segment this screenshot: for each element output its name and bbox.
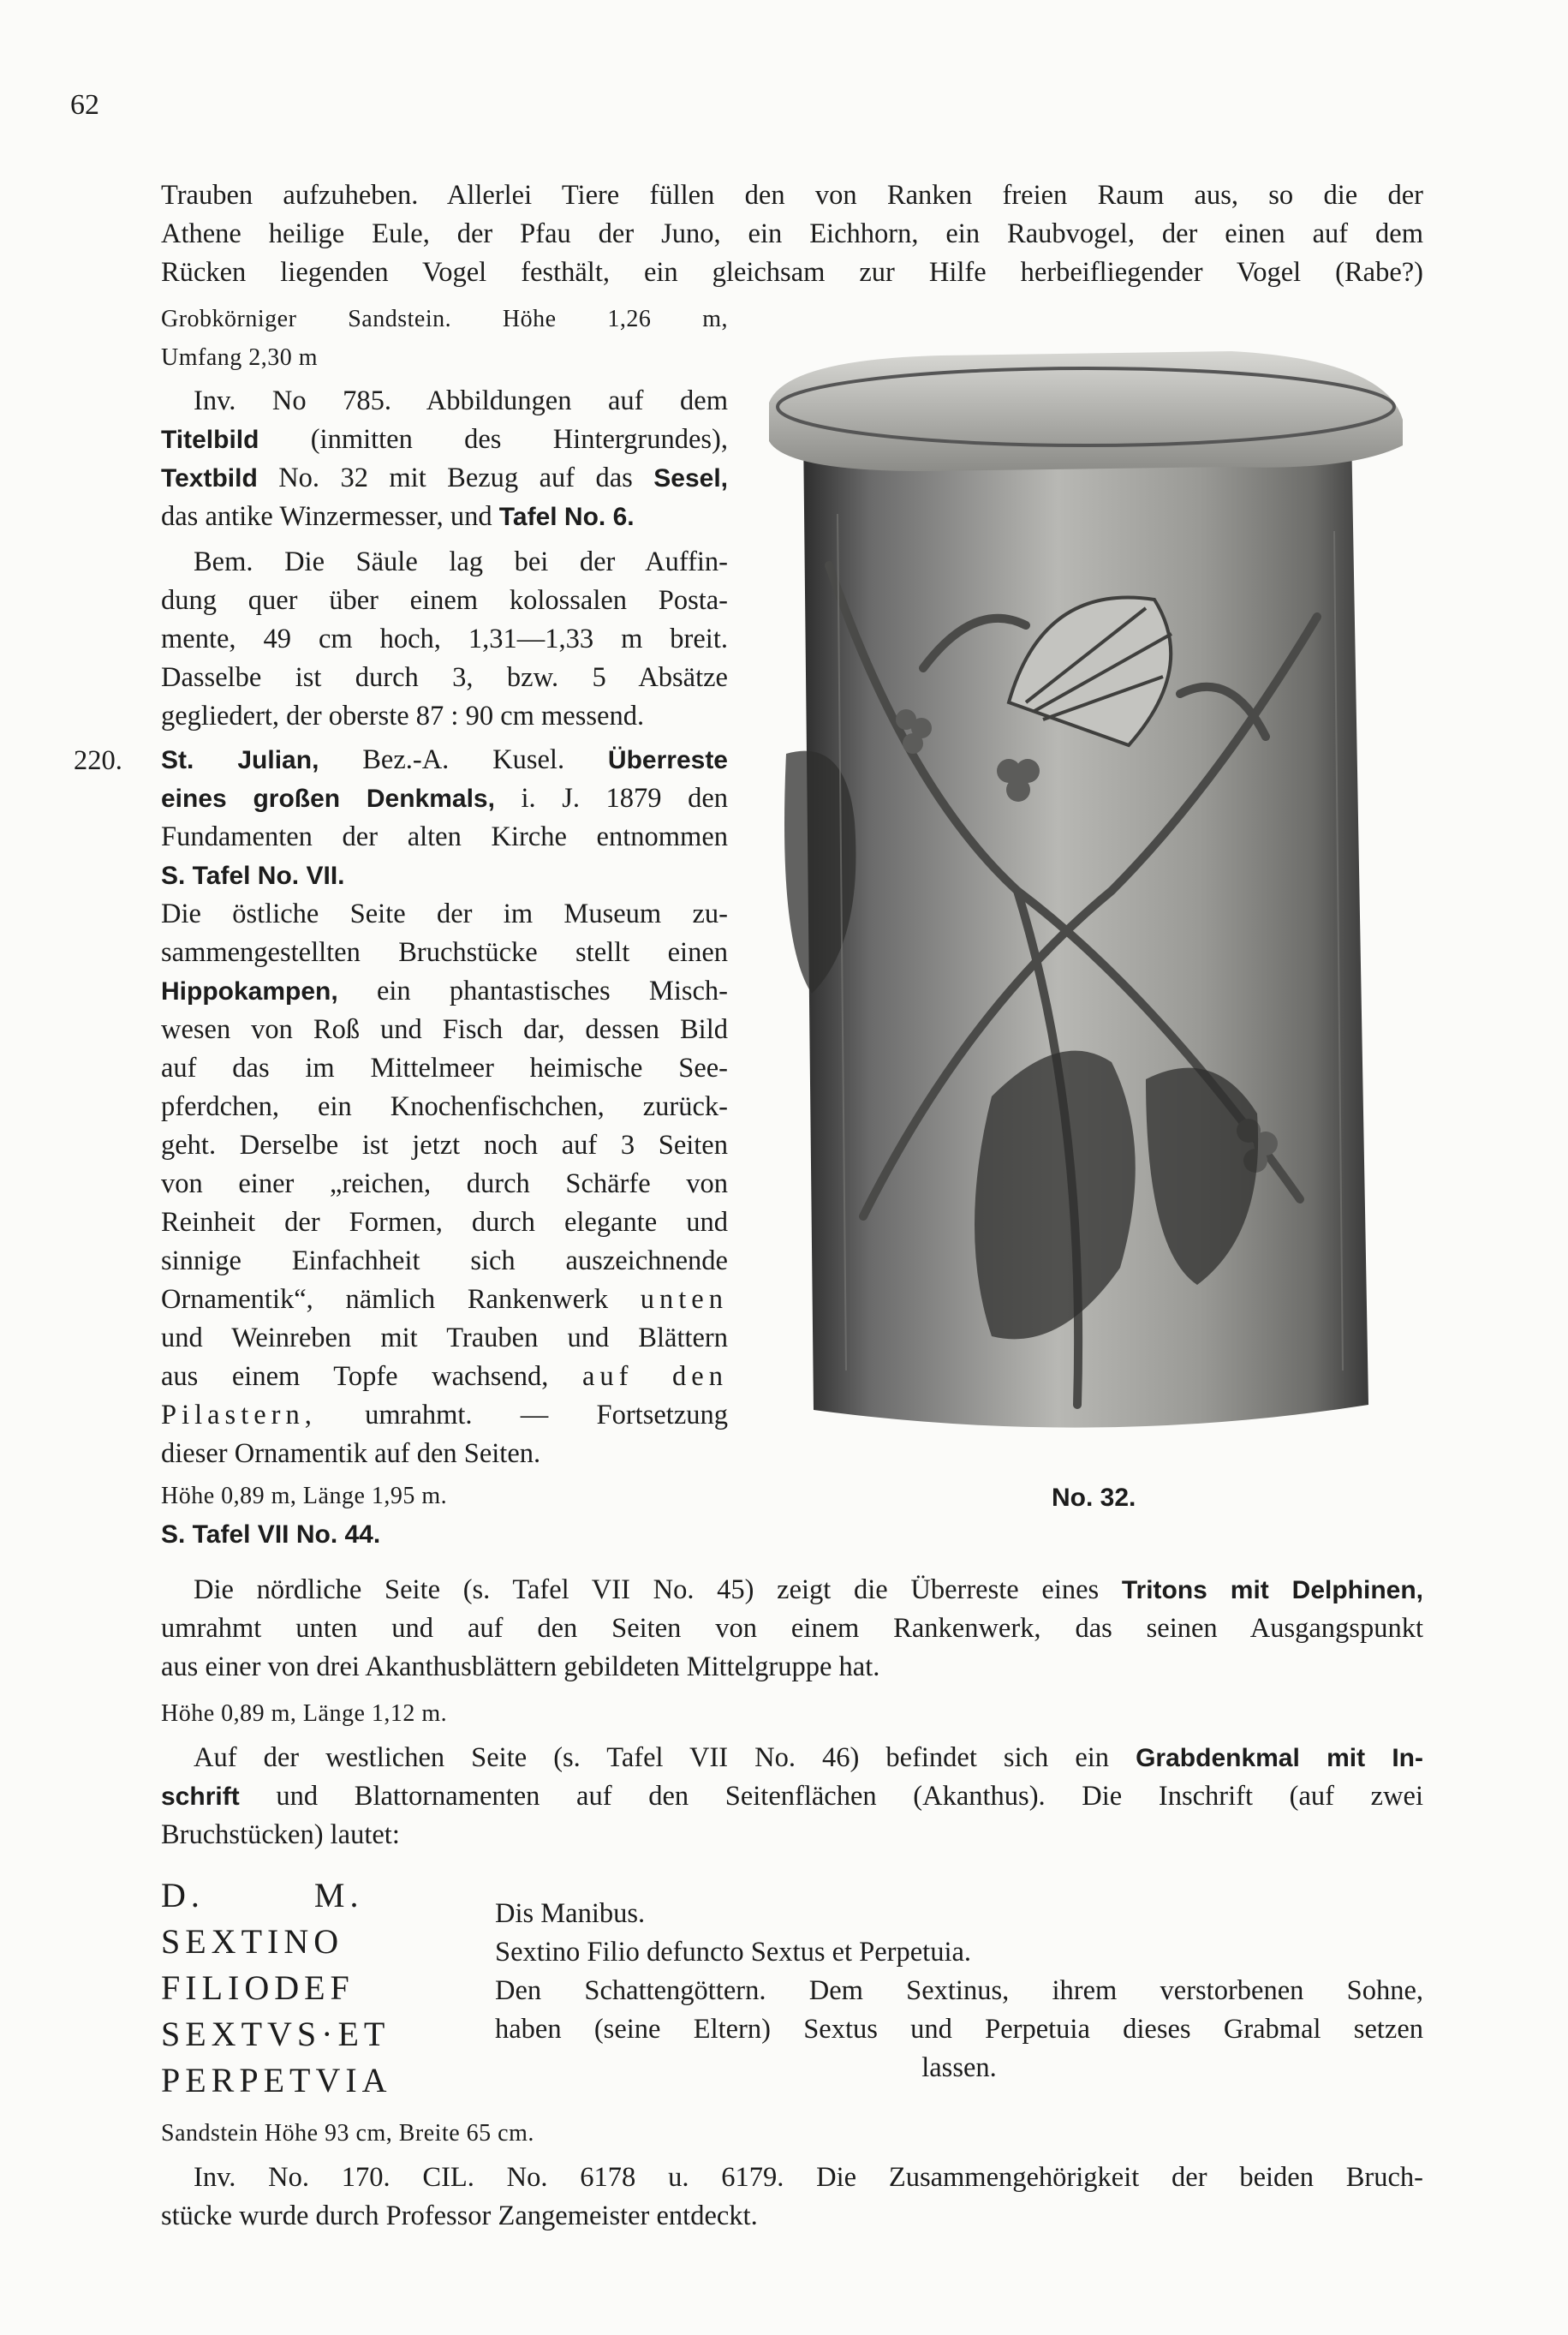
column-relief-image <box>752 343 1404 1453</box>
titelbild-label: Titelbild <box>161 426 259 454</box>
hippokampen-label: Hippokampen, <box>161 977 338 1006</box>
inv-text: No. 32 mit Bezug auf das <box>257 463 654 493</box>
translation-line: haben (seine Eltern) Sextus und Perpetuia dieses Grabmal setzen <box>495 2014 1423 2045</box>
entry-number: 220. <box>74 745 122 776</box>
tritons-label: Tritons mit Delphinen, <box>1121 1576 1424 1604</box>
intro-paragraph <box>161 176 1423 292</box>
left-column <box>161 300 728 1554</box>
translation-line: Sextino Filio defuncto Sextus et Perpetuia. <box>495 1937 972 1968</box>
tafel-label: Tafel No. 6. <box>498 503 635 531</box>
translation-line: Den Schattengöttern. Dem Sextinus, ihrem verstorbenen Sohne, <box>495 1975 1423 2006</box>
bem-line: gegliedert, der oberste 87 : 90 cm messend. <box>161 701 645 732</box>
inscription-line: SEXTVS·ET <box>161 2015 391 2053</box>
north-paragraph <box>161 1571 1423 1687</box>
east-text: Ornamentik“, nämlich Rankenwerk <box>161 1284 641 1315</box>
latin-inscription <box>161 1872 392 2104</box>
east-line: sinnige Einfachheit sich auszeichnende <box>161 1245 728 1276</box>
intro-line: Athene heilige Eule, der Pfau der Juno, ein Eichhorn, ein Raubvogel, der einen auf dem <box>161 218 1423 249</box>
inscription-line: SEXTINO <box>161 1922 344 1961</box>
bem-line: Dasselbe ist durch 3, bzw. 5 Absätze <box>161 662 728 693</box>
entry-line: Fundamenten der alten Kirche entnommen <box>161 821 728 852</box>
east-line: dieser Ornamentik auf den Seiten. <box>161 1438 541 1469</box>
bem-line: dung quer über einem kolossalen Posta- <box>161 585 728 616</box>
page-number: 62 <box>70 89 99 121</box>
final-line: stücke wurde durch Professor Zangemeister entdeckt. <box>161 2201 758 2231</box>
east-line: und Weinreben mit Trauben und Blättern <box>161 1323 728 1353</box>
east-line: von einer „reichen, durch Schärfe von <box>161 1168 728 1199</box>
inv-line <box>161 498 728 536</box>
east-line <box>161 972 728 1011</box>
tafel-ref: S. Tafel No. VII. <box>161 862 345 890</box>
intro-line: Rücken liegenden Vogel festhält, ein gleichsam zur Hilfe herbeifliegender Vogel (Rabe?) <box>161 257 1423 288</box>
dims-line: Höhe 0,89 m, Länge 1,95 m. <box>161 1483 448 1509</box>
entry-line <box>161 779 728 818</box>
east-spaced-text: auf den <box>582 1361 728 1392</box>
schrift-label: schrift <box>161 1783 240 1811</box>
material-line: Grobkörniger Sandstein. Höhe 1,26 m, <box>161 306 728 332</box>
entry-line <box>161 857 728 895</box>
grabdenkmal-label: Grabdenkmal mit In- <box>1136 1744 1423 1772</box>
entry-title: eines großen Denkmals, <box>161 785 495 813</box>
east-line <box>161 1358 728 1396</box>
inv-text: das antike Winzermesser, und <box>161 501 499 532</box>
textbild-label: Textbild <box>161 464 258 493</box>
east-spaced-text: unten <box>640 1284 728 1315</box>
west-line: Bruchstücken) lautet: <box>161 1819 400 1850</box>
inv-line <box>161 459 728 498</box>
east-line <box>161 1396 728 1435</box>
east-spaced-text: Pilastern, <box>161 1400 317 1430</box>
east-line: wesen von Roß und Fisch dar, dessen Bild <box>161 1014 728 1045</box>
north-line: umrahmt unten und auf den Seiten von einem Rankenwerk, das seinen Ausgangspunkt <box>161 1613 1423 1644</box>
entry-line <box>161 741 728 779</box>
dims-2: Höhe 0,89 m, Länge 1,12 m. <box>161 1700 448 1727</box>
north-line: aus einer von drei Akanthusblättern gebildeten Mittelgruppe hat. <box>161 1651 880 1682</box>
east-line: pferdchen, ein Knochenfischchen, zurück- <box>161 1091 728 1122</box>
bem-line: Bem. Die Säule lag bei der Auffin- <box>194 546 728 577</box>
material-line: Umfang 2,30 m <box>161 344 319 371</box>
east-text: umrahmt. — Fortsetzung <box>316 1400 728 1430</box>
final-paragraph <box>161 2159 1423 2236</box>
east-text: aus einem Topfe wachsend, <box>161 1361 582 1392</box>
east-line <box>161 1281 728 1319</box>
east-line: auf das im Mittelmeer heimische See- <box>161 1053 728 1084</box>
figure-caption: No. 32. <box>1052 1484 1136 1512</box>
east-line: sammengestellten Bruchstücke stellt einen <box>161 937 728 968</box>
inv-line <box>161 421 728 459</box>
west-line <box>161 1777 1423 1816</box>
west-line <box>161 1739 1423 1777</box>
inscription-line: PERPETVIA <box>161 2061 392 2099</box>
translation-line: Dis Manibus. <box>495 1898 646 1929</box>
entry-text: i. J. 1879 den <box>494 783 728 814</box>
inscription-line: D. M. <box>161 1876 364 1914</box>
sesel-label: Sesel, <box>653 464 728 493</box>
west-text: Auf der westlichen Seite (s. Tafel VII No. 46) befindet sich ein <box>194 1742 1136 1773</box>
tafel-line <box>161 1515 728 1554</box>
north-text: Die nördliche Seite (s. Tafel VII No. 45) zeigt die Überreste eines <box>194 1574 1122 1605</box>
inscription-translation <box>495 1895 1423 2087</box>
bem-line: mente, 49 cm hoch, 1,31—1,33 m breit. <box>161 624 728 654</box>
tafel-44: S. Tafel VII No. 44. <box>161 1520 381 1549</box>
district-text: Bez.-A. Kusel. <box>319 744 608 775</box>
east-text: ein phantastisches Misch- <box>337 976 728 1006</box>
dims-3: Sandstein Höhe 93 cm, Breite 65 cm. <box>161 2120 534 2147</box>
east-line: geht. Derselbe ist jetzt noch auf 3 Seiten <box>161 1130 728 1161</box>
west-paragraph <box>161 1739 1423 1854</box>
translation-line: lassen. <box>921 2052 997 2083</box>
west-text: und Blattornamenten auf den Seitenflächen (Akanthus). Die Inschrift (auf zwei <box>239 1781 1423 1812</box>
intro-line: Trauben aufzuheben. Allerlei Tiere füllen den von Ranken freien Raum aus, so die der <box>161 180 1423 211</box>
inv-line: Inv. No 785. Abbildungen auf dem <box>194 385 728 416</box>
entry-title: Überreste <box>607 746 728 774</box>
east-line: Die östliche Seite der im Museum zu- <box>161 899 728 929</box>
inv-text: (inmitten des Hintergrundes), <box>259 424 728 455</box>
east-line: Reinheit der Formen, durch elegante und <box>161 1207 728 1238</box>
north-line <box>161 1571 1423 1609</box>
place-name: St. Julian, <box>161 746 319 774</box>
inscription-line: FILIODEF <box>161 1968 355 2007</box>
final-line: Inv. No. 170. CIL. No. 6178 u. 6179. Die Zusammengehörigkeit der beiden Bruch- <box>194 2162 1423 2193</box>
